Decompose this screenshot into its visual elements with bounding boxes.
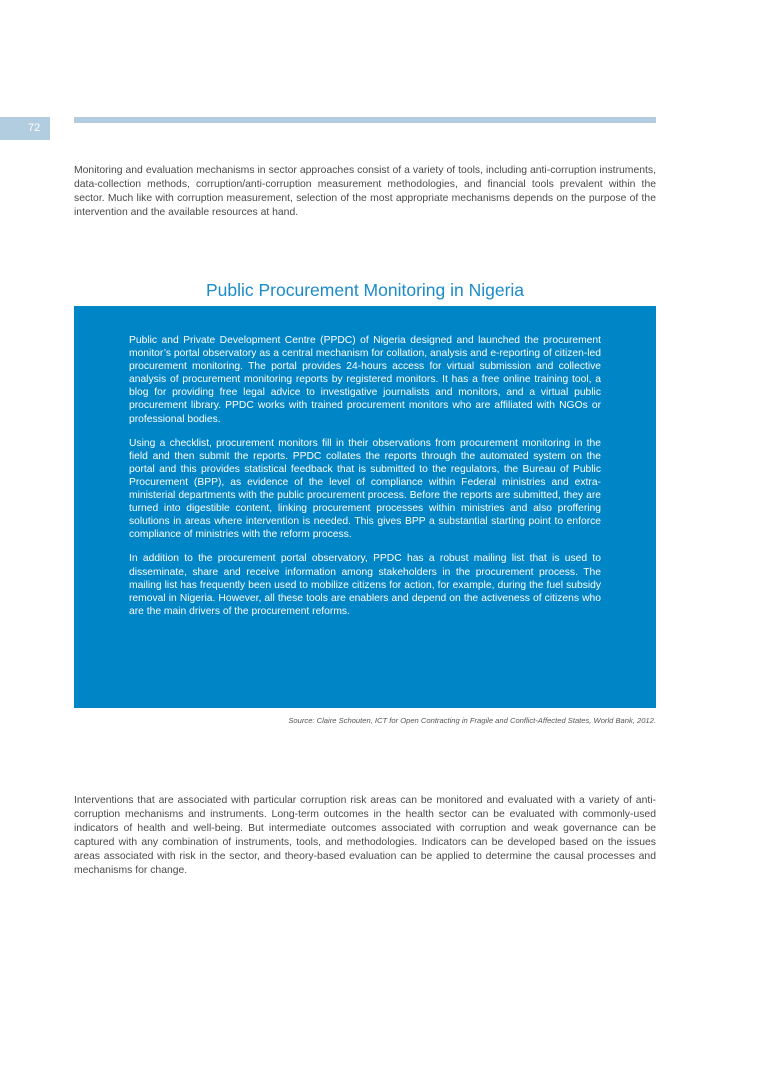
box-paragraph-2: Using a checklist, procurement monitors fill in their observations from procurement monitoring in the field and then submit the reports. PPDC collates the reports through the automated system on the portal and this provides statistical feedback that is submitted to the regulators, the Bureau of Public Procurement (BPP), as evidence of the level of compliance within Federal ministries and extra-ministerial departments with the public procurement process. Before the reports are submitted, they are turned into digestible content, linking procurement processes within ministries and also proffering solutions in areas where intervention is needed. This gives BPP a substantial starting point to enforce compliance of ministries with the reform process. (129, 437, 601, 541)
intro-paragraph: Monitoring and evaluation mechanisms in sector approaches consist of a variety of tools, including anti-corruption instruments, data-collection methods, corruption/anti-corruption measurement methodologies, and financial tools prevalent within the sector. Much like with corruption measurement, selection of the most appropriate mechanisms depends on the purpose of the intervention and the available resources at hand. (74, 165, 656, 218)
header-rule (74, 117, 656, 123)
box-paragraph-1: Public and Private Development Centre (PPDC) of Nigeria designed and launched the procurement monitor’s portal observatory as a central mechanism for collation, analysis and e-reporting of citizen-led procurement monitoring. The portal provides 24-hours access for virtual submission and collective analysis of procurement monitoring reports by registered monitors. It has a free online training tool, a blog for providing free legal advice to investigative journalists and monitors, and a virtual public procurement library. PPDC works with trained procurement monitors who are affiliated with NGOs or professional bodies. (129, 335, 601, 425)
page-number: 72 (0, 117, 50, 140)
outro-paragraph: Interventions that are associated with particular corruption risk areas can be monitored and evaluated with a variety of anti-corruption mechanisms and instruments. Long-term outcomes in the health sector can be evaluated with commonly-used indicators of health and well-being. But intermediate outcomes associated with corruption and weak governance can be captured with any combination of instruments, tools, and methodologies. Indicators can be developed based on the issues areas associated with risk in the sector, and theory-based evaluation can be applied to determine the causal processes and mechanisms for change. (74, 795, 656, 876)
source-citation: Source: Claire Schouten, ICT for Open Contracting in Fragile and Conflict-Affected States, World Bank, 2012. (288, 716, 656, 725)
box-title: Public Procurement Monitoring in Nigeria (205, 280, 525, 300)
case-study-box (74, 306, 656, 708)
box-paragraph-3: In addition to the procurement portal observatory, PPDC has a robust mailing list that is used to disseminate, share and receive information among stakeholders in the procurement process. The mailing list has frequently been used to mobilize citizens for action, for example, during the fuel subsidy removal in Nigeria. However, all these tools are enablers and depend on the activeness of citizens who are the main drivers of the procurement reforms. (129, 553, 601, 617)
